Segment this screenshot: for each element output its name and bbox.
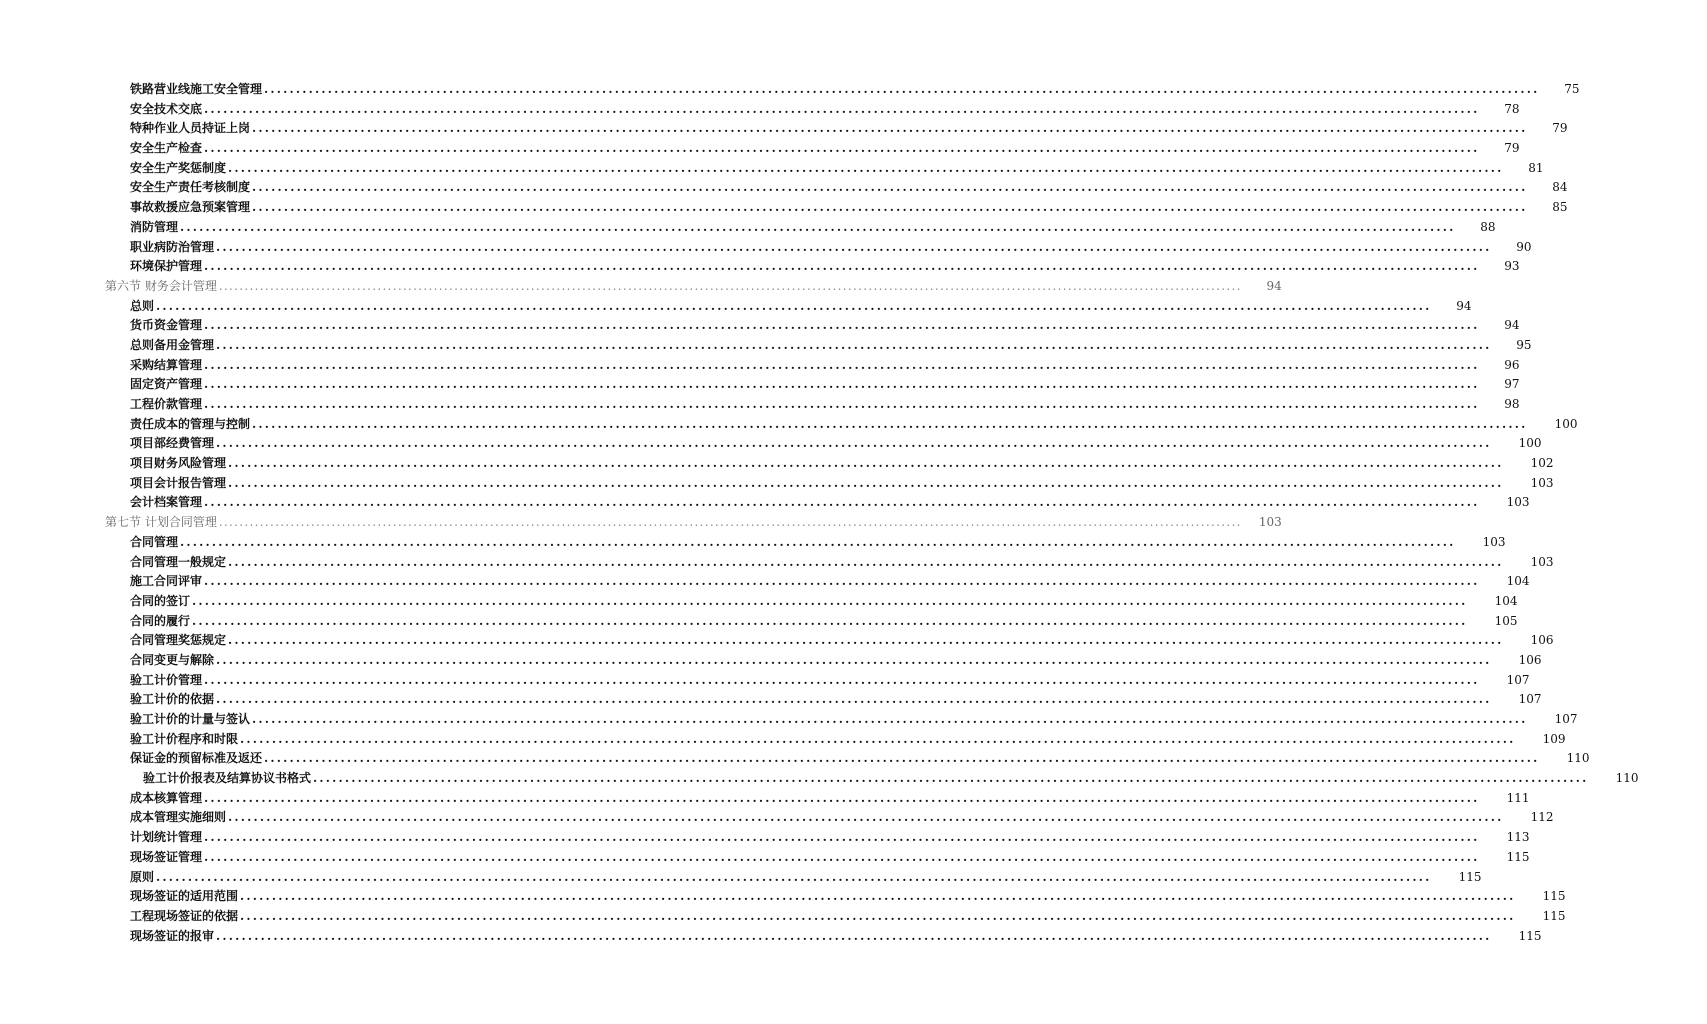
toc-entry-title: 项目部经费管理 xyxy=(130,436,215,451)
toc-page-number: 106 xyxy=(1518,652,1542,667)
toc-entry-row[interactable] xyxy=(0,415,1578,435)
toc-page-number: 115 xyxy=(1458,869,1482,884)
toc-entry-row[interactable] xyxy=(0,434,1542,454)
toc-page-number: 95 xyxy=(1516,337,1532,352)
toc-entry-row[interactable] xyxy=(0,474,1554,494)
dot-leader: ........................................................................................................................................................................................................ xyxy=(228,160,1504,175)
toc-entry-row[interactable] xyxy=(0,297,1472,317)
toc-page-number: 106 xyxy=(1530,633,1554,648)
dot-leader: ........................................................................................................................................................................................................ xyxy=(228,475,1504,490)
toc-page-number: 96 xyxy=(1504,357,1520,372)
dot-leader: ........................................................................................................................................................................................................ xyxy=(228,810,1504,825)
toc-entry-title: 工程价款管理 xyxy=(130,397,203,411)
toc-entry-title: 货币资金管理 xyxy=(130,318,203,333)
toc-entry-title: 现场签证管理 xyxy=(130,849,203,864)
dot-leader: ........................................................................................................................................................................................................ xyxy=(180,219,1456,234)
toc-page-number: 81 xyxy=(1528,160,1544,175)
dot-leader: ........................................................................................................................................................................................................ xyxy=(204,672,1480,687)
dot-leader: ........................................................................................................................................................................................................ xyxy=(216,692,1492,707)
toc-entry-row[interactable] xyxy=(0,356,1520,376)
toc-entry-row[interactable] xyxy=(0,868,1482,888)
toc-entry-row[interactable] xyxy=(0,80,1580,100)
toc-entry-title: 事故救援应急预案管理 xyxy=(130,200,251,215)
toc-page-number: 115 xyxy=(1542,889,1566,904)
dot-leader: ........................................................................................................................................................................................................ xyxy=(204,574,1480,589)
toc-entry-row[interactable] xyxy=(0,238,1532,258)
toc-entry-title: 合同管理一般规定 xyxy=(130,554,227,569)
toc-entry-row[interactable] xyxy=(0,572,1530,592)
toc-entry-title: 合同的签订 xyxy=(130,593,191,608)
toc-entry-row[interactable] xyxy=(0,887,1566,907)
toc-entry-title: 现场签证的报审 xyxy=(130,928,215,943)
toc-entry-row[interactable] xyxy=(0,848,1530,868)
toc-entry-title: 成本管理实施细则 xyxy=(130,810,227,825)
toc-page-number: 103 xyxy=(1482,534,1506,549)
dot-leader: ........................................................................................................................................................................................................ xyxy=(204,397,1480,411)
dot-leader: ........................................................................................................................................................................................................ xyxy=(216,337,1492,352)
toc-entry-row[interactable] xyxy=(0,316,1520,336)
toc-page-number: 79 xyxy=(1552,121,1568,136)
toc-entry-title: 第七节 计划合同管理 xyxy=(105,515,217,530)
table-of-contents xyxy=(0,80,1639,946)
toc-entry-row[interactable] xyxy=(0,178,1568,198)
toc-entry-row[interactable] xyxy=(0,769,1639,789)
dot-leader: ........................................................................................................................................................................................................ xyxy=(252,712,1528,726)
toc-page-number: 97 xyxy=(1504,377,1520,392)
toc-entry-title: 合同管理奖惩规定 xyxy=(130,633,227,648)
toc-page-number: 100 xyxy=(1554,416,1578,431)
dot-leader: ........................................................................................................................................................................................................ xyxy=(216,436,1492,451)
toc-page-number: 75 xyxy=(1564,82,1580,96)
dot-leader: ........................................................................................................................................................................................................ xyxy=(204,790,1480,805)
toc-entry-row[interactable] xyxy=(0,100,1520,120)
toc-entry-title: 验工计价报表及结算协议书格式 xyxy=(143,771,312,786)
toc-page-number: 107 xyxy=(1554,712,1578,726)
dot-leader: ........................................................................................................................................................................................................ xyxy=(192,613,1468,628)
dot-leader: ........................................................................................................................................................................................................ xyxy=(218,515,1242,530)
dot-leader: ........................................................................................................................................................................................................ xyxy=(264,82,1540,96)
toc-entry-title: 采购结算管理 xyxy=(130,357,203,372)
dot-leader: ........................................................................................................................................................................................................ xyxy=(204,495,1480,510)
toc-entry-title: 验工计价的计量与签认 xyxy=(130,712,251,726)
toc-page-number: 88 xyxy=(1480,219,1496,234)
toc-entry-row[interactable] xyxy=(0,730,1566,750)
dot-leader: ........................................................................................................................................................................................................ xyxy=(156,869,1432,884)
toc-entry-row[interactable] xyxy=(0,927,1542,947)
dot-leader: ........................................................................................................................................................................................................ xyxy=(240,731,1516,746)
toc-entry-title: 安全生产责任考核制度 xyxy=(130,180,251,195)
toc-entry-row[interactable] xyxy=(0,257,1520,277)
toc-entry-row[interactable] xyxy=(0,493,1530,513)
toc-entry-row[interactable] xyxy=(0,198,1568,218)
toc-entry-title: 验工计价的依据 xyxy=(130,692,215,707)
toc-page-number: 104 xyxy=(1494,593,1518,608)
toc-page-number: 110 xyxy=(1566,751,1590,766)
toc-page-number: 107 xyxy=(1518,692,1542,707)
toc-entry-title: 安全生产检查 xyxy=(130,141,203,156)
dot-leader: ........................................................................................................................................................................................................ xyxy=(216,652,1492,667)
toc-entry-row[interactable] xyxy=(0,828,1530,848)
dot-leader: ........................................................................................................................................................................................................ xyxy=(218,278,1242,293)
toc-entry-row[interactable] xyxy=(0,592,1518,612)
toc-entry-title: 安全生产奖惩制度 xyxy=(130,160,227,175)
dot-leader: ........................................................................................................................................................................................................ xyxy=(264,751,1540,766)
toc-entry-title: 安全技术交底 xyxy=(130,101,203,116)
dot-leader: ........................................................................................................................................................................................................ xyxy=(240,908,1516,923)
toc-page-number: 103 xyxy=(1258,515,1282,530)
dot-leader: ........................................................................................................................................................................................................ xyxy=(180,534,1456,549)
dot-leader: ........................................................................................................................................................................................................ xyxy=(216,928,1492,943)
dot-leader: ........................................................................................................................................................................................................ xyxy=(228,554,1504,569)
toc-entry-title: 环境保护管理 xyxy=(130,259,203,274)
toc-page-number: 115 xyxy=(1518,928,1542,943)
toc-page-number: 113 xyxy=(1506,830,1530,845)
dot-leader: ........................................................................................................................................................................................................ xyxy=(252,200,1528,215)
toc-entry-row[interactable] xyxy=(0,218,1496,238)
toc-entry-title: 合同变更与解除 xyxy=(130,652,215,667)
toc-page-number: 103 xyxy=(1530,475,1554,490)
dot-leader: ........................................................................................................................................................................................................ xyxy=(252,121,1528,136)
toc-entry-title: 项目财务风险管理 xyxy=(130,456,227,471)
toc-section-row[interactable] xyxy=(0,277,1282,297)
toc-entry-title: 现场签证的适用范围 xyxy=(130,889,239,904)
toc-section-row[interactable] xyxy=(0,513,1282,533)
toc-entry-title: 第六节 财务会计管理 xyxy=(105,278,217,293)
dot-leader: ........................................................................................................................................................................................................ xyxy=(204,357,1480,372)
toc-page-number: 112 xyxy=(1530,810,1554,825)
toc-page-number: 93 xyxy=(1504,259,1520,274)
dot-leader: ........................................................................................................................................................................................................ xyxy=(228,633,1504,648)
toc-page-number: 103 xyxy=(1530,554,1554,569)
toc-entry-title: 消防管理 xyxy=(130,219,179,234)
dot-leader: ........................................................................................................................................................................................................ xyxy=(156,298,1432,313)
toc-entry-row[interactable] xyxy=(0,631,1554,651)
toc-page-number: 110 xyxy=(1615,771,1639,786)
dot-leader: ........................................................................................................................................................................................................ xyxy=(216,239,1492,254)
toc-entry-title: 成本核算管理 xyxy=(130,790,203,805)
toc-entry-row[interactable] xyxy=(0,119,1568,139)
toc-entry-row[interactable] xyxy=(0,159,1544,179)
toc-entry-title: 合同的履行 xyxy=(130,613,191,628)
dot-leader: ........................................................................................................................................................................................................ xyxy=(204,849,1480,864)
dot-leader: ........................................................................................................................................................................................................ xyxy=(240,889,1516,904)
toc-entry-title: 责任成本的管理与控制 xyxy=(130,416,251,431)
dot-leader: ........................................................................................................................................................................................................ xyxy=(313,771,1589,786)
toc-page-number: 109 xyxy=(1542,731,1566,746)
toc-entry-title: 固定资产管理 xyxy=(130,377,203,392)
dot-leader: ........................................................................................................................................................................................................ xyxy=(192,593,1468,608)
toc-page-number: 102 xyxy=(1530,456,1554,471)
toc-page-number: 115 xyxy=(1542,908,1566,923)
dot-leader: ........................................................................................................................................................................................................ xyxy=(252,180,1528,195)
toc-entry-title: 铁路营业线施工安全管理 xyxy=(130,82,263,96)
toc-entry-row[interactable] xyxy=(0,612,1518,632)
toc-entry-row[interactable] xyxy=(0,749,1590,769)
toc-entry-title: 合同管理 xyxy=(130,534,179,549)
dot-leader: ........................................................................................................................................................................................................ xyxy=(204,830,1480,845)
toc-page-number: 111 xyxy=(1506,790,1530,805)
toc-entry-title: 职业病防治管理 xyxy=(130,239,215,254)
toc-entry-row[interactable] xyxy=(0,651,1542,671)
toc-entry-row[interactable] xyxy=(0,671,1530,691)
toc-page-number: 94 xyxy=(1266,278,1282,293)
toc-page-number: 103 xyxy=(1506,495,1530,510)
toc-page-number: 78 xyxy=(1504,101,1520,116)
toc-entry-row[interactable] xyxy=(0,789,1530,809)
toc-entry-title: 总则备用金管理 xyxy=(130,337,215,352)
toc-entry-row[interactable] xyxy=(0,553,1554,573)
dot-leader: ........................................................................................................................................................................................................ xyxy=(204,377,1480,392)
toc-entry-row[interactable] xyxy=(0,533,1506,553)
toc-entry-title: 施工合同评审 xyxy=(130,574,203,589)
toc-entry-title: 总则 xyxy=(130,298,155,313)
toc-entry-row[interactable] xyxy=(0,907,1566,927)
toc-page-number: 79 xyxy=(1504,141,1520,156)
toc-page-number: 115 xyxy=(1506,849,1530,864)
dot-leader: ........................................................................................................................................................................................................ xyxy=(228,456,1504,471)
dot-leader: ........................................................................................................................................................................................................ xyxy=(252,416,1528,431)
dot-leader: ........................................................................................................................................................................................................ xyxy=(204,101,1480,116)
toc-page-number: 94 xyxy=(1456,298,1472,313)
dot-leader: ........................................................................................................................................................................................................ xyxy=(204,259,1480,274)
toc-page-number: 98 xyxy=(1504,397,1520,411)
toc-entry-row[interactable] xyxy=(0,690,1542,710)
toc-entry-title: 原则 xyxy=(130,869,155,884)
toc-page-number: 107 xyxy=(1506,672,1530,687)
toc-page-number: 104 xyxy=(1506,574,1530,589)
toc-entry-row[interactable] xyxy=(0,808,1554,828)
toc-page-number: 105 xyxy=(1494,613,1518,628)
toc-entry-title: 计划统计管理 xyxy=(130,830,203,845)
toc-entry-title: 会计档案管理 xyxy=(130,495,203,510)
toc-entry-row[interactable] xyxy=(0,375,1520,395)
dot-leader: ........................................................................................................................................................................................................ xyxy=(204,318,1480,333)
toc-entry-title: 特种作业人员持证上岗 xyxy=(130,121,251,136)
dot-leader: ........................................................................................................................................................................................................ xyxy=(204,141,1480,156)
toc-entry-row[interactable] xyxy=(0,454,1554,474)
toc-page-number: 90 xyxy=(1516,239,1532,254)
toc-entry-title: 验工计价程序和时限 xyxy=(130,731,239,746)
toc-page-number: 100 xyxy=(1518,436,1542,451)
toc-entry-title: 保证金的预留标准及返还 xyxy=(130,751,263,766)
toc-entry-title: 验工计价管理 xyxy=(130,672,203,687)
toc-entry-row[interactable] xyxy=(0,139,1520,159)
toc-entry-row[interactable] xyxy=(0,336,1532,356)
toc-entry-row[interactable] xyxy=(0,710,1578,730)
toc-page-number: 94 xyxy=(1504,318,1520,333)
toc-entry-row[interactable] xyxy=(0,395,1520,415)
toc-page-number: 85 xyxy=(1552,200,1568,215)
toc-entry-title: 项目会计报告管理 xyxy=(130,475,227,490)
toc-entry-title: 工程现场签证的依据 xyxy=(130,908,239,923)
toc-page-number: 84 xyxy=(1552,180,1568,195)
